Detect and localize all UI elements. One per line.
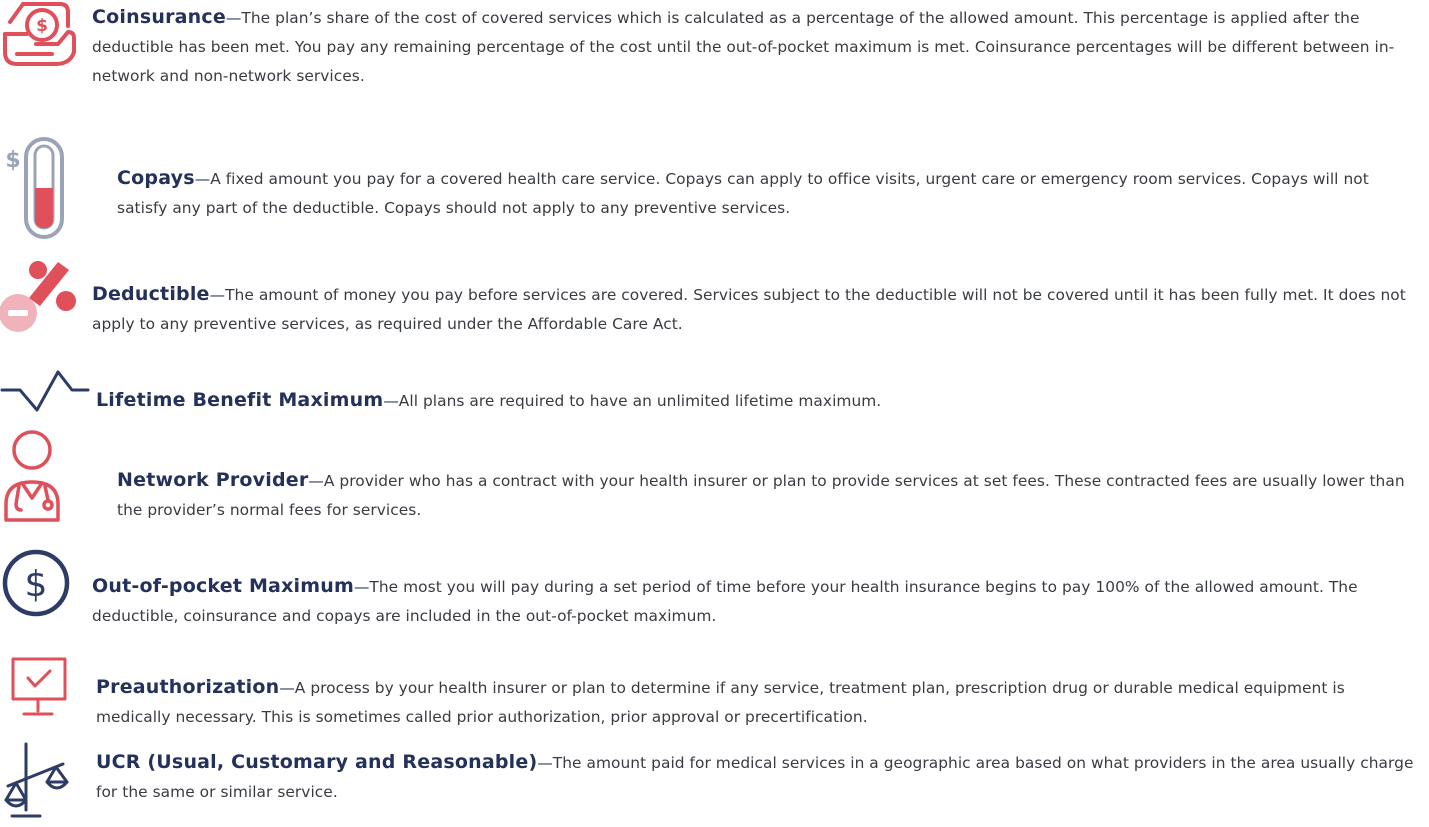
- em-dash: —: [308, 472, 324, 490]
- term-network-provider: Network Provider: [117, 469, 309, 491]
- percent-minus-icon: [0, 260, 80, 340]
- glossary-entry-coinsurance: [0, 0, 1415, 112]
- svg-text:$: $: [5, 148, 21, 173]
- ucr-definition: [96, 748, 1415, 807]
- definition-text: A provider who has a contract with your health insurer or plan to provide services at set fees. These contracted fees are usually lower than the provider’s normal fees for services.: [117, 472, 1405, 519]
- monitor-checkmark-icon: [0, 656, 80, 726]
- lifetime-benefit-maximum-definition: [96, 386, 1415, 416]
- em-dash: —: [209, 286, 226, 304]
- definition-text: The amount paid for medical services in a geographic area based on what providers in the area usually charge for the same or similar service.: [96, 754, 1414, 801]
- term-lifetime-benefit-maximum: Lifetime Benefit Maximum: [96, 389, 384, 411]
- glossary-entry-lifetime-benefit-maximum: [0, 368, 1415, 418]
- em-dash: —: [537, 754, 553, 772]
- em-dash: —: [279, 679, 295, 697]
- svg-text:$: $: [36, 16, 48, 36]
- network-provider-definition: [117, 466, 1415, 525]
- term-copays: Copays: [117, 167, 195, 189]
- glossary-entry-out-of-pocket-maximum: [0, 545, 1415, 645]
- em-dash: —: [225, 9, 242, 27]
- definition-text: The amount of money you pay before services are covered. Services subject to the deductible will not be covered until it has been fully met. It does not apply to any preventive services, as required under the Affordable Care Act.: [92, 286, 1406, 333]
- svg-text:$: $: [24, 564, 48, 605]
- glossary-entry-deductible: [0, 260, 1415, 360]
- preauthorization-definition: [96, 673, 1415, 732]
- copays-definition: [117, 164, 1415, 223]
- em-dash: —: [353, 578, 370, 596]
- balance-scale-icon: [0, 738, 80, 827]
- glossary-entry-preauthorization: [0, 656, 1415, 736]
- coinsurance-definition: [92, 3, 1415, 91]
- term-preauthorization: Preauthorization: [96, 676, 280, 698]
- out-of-pocket-maximum-definition: [92, 572, 1415, 631]
- glossary-entry-network-provider: [0, 426, 1415, 526]
- term-out-of-pocket-maximum: Out-of-pocket Maximum: [92, 575, 354, 597]
- heartbeat-line-icon: [0, 368, 100, 418]
- dollar-test-tube-icon: [0, 136, 80, 246]
- em-dash: —: [383, 392, 399, 410]
- deductible-definition: [92, 280, 1415, 339]
- doctor-stethoscope-icon: [0, 426, 100, 526]
- definition-text: The plan’s share of the cost of covered services which is calculated as a percentage of the allowed amount. This percentage is applied after the deductible has been met. You pay any remaining percentage of the cost until the out-of-pocket maximum is met. Coinsurance percentages will be different between in-network and non-network services.: [92, 9, 1395, 85]
- dollar-circle-icon: [0, 545, 80, 635]
- hand-holding-coin-icon: [0, 0, 80, 90]
- glossary-entry-copays: [0, 136, 1415, 246]
- definition-text: A process by your health insurer or plan to determine if any service, treatment plan, prescription drug or durable medical equipment is medically necessary. This is sometimes called prior authorization, prior approval or precertification.: [96, 679, 1345, 726]
- term-deductible: Deductible: [92, 283, 210, 305]
- definition-text: A fixed amount you pay for a covered health care service. Copays can apply to office visits, urgent care or emergency room services. Copays will not satisfy any part of the deductible. Copays should not apply to any preventive services.: [117, 170, 1369, 217]
- term-coinsurance: Coinsurance: [92, 6, 226, 28]
- definition-text: The most you will pay during a set period of time before your health insurance begins to pay 100% of the allowed amount. The deductible, coinsurance and copays are included in the out-of-pocket maximum.: [92, 578, 1358, 625]
- term-ucr: UCR (Usual, Customary and Reasonable): [96, 751, 538, 773]
- glossary-entry-ucr: [0, 738, 1415, 827]
- em-dash: —: [194, 170, 211, 188]
- definition-text: All plans are required to have an unlimited lifetime maximum.: [398, 392, 882, 410]
